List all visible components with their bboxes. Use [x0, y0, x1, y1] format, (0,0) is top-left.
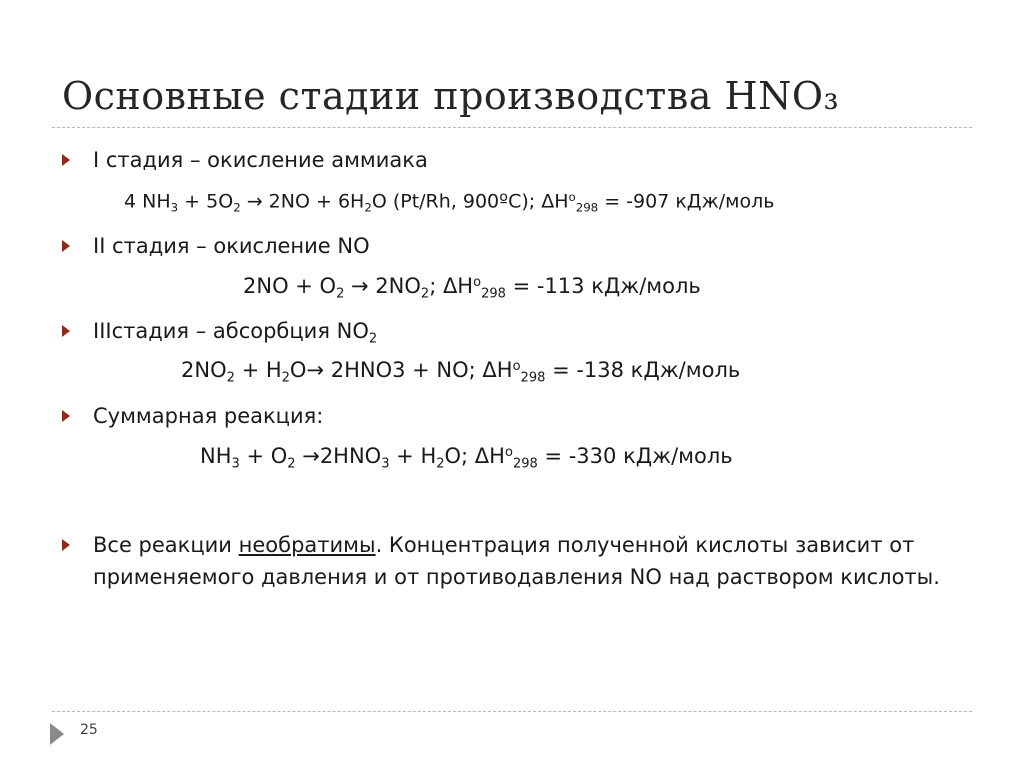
equation-summary: $NH_3 + O_2 \to 2HNO_3 + H_2O$; $\Delta H^o_{298} = -330$ кДж/моль [200, 444, 733, 472]
footer-divider [52, 711, 972, 712]
bullet-stage-2: II стадия – окисление NO [93, 234, 370, 258]
triangle-bullet-icon [62, 325, 70, 337]
bullet-stage-1: I стадия – окисление аммиака [93, 148, 428, 172]
triangle-bullet-icon [62, 410, 70, 422]
bullet-conclusion: Все реакции необратимы. Концентрация полученной кислоты зависит от применяемого давления и от противодавления NO над раствором кислоты. [93, 533, 940, 589]
bullet-stage-3: IIIстадия – абсорбция $NO_2$ [93, 319, 378, 347]
page-number: 25 [80, 722, 98, 738]
triangle-bullet-icon [62, 240, 70, 252]
equation-stage-1: 4 $NH_3 + 5O_2 \to 2NO + 6H_2O$ (Pt/Rh, 900ºC); $\Delta H^o_{298} = -907$ кДж/моль [124, 190, 775, 215]
footer-triangle-icon [50, 723, 64, 745]
title-divider [52, 127, 972, 128]
bullet-summary: Суммарная реакция: [93, 404, 324, 428]
triangle-bullet-icon [62, 154, 70, 166]
equation-stage-2: $2NO + O_2 \to 2NO_2$; $\Delta H^o_{298} = -113$ кДж/моль [243, 274, 701, 302]
underlined-term: необратимы [238, 533, 376, 557]
equation-stage-3: $2NO_2 + H_2O\to 2HNO3$ + NO; $\Delta H^o_{298} = -138$ кДж/моль [181, 358, 741, 386]
page-title: Основные стадии производства HNO₃ [62, 74, 840, 118]
triangle-bullet-icon [62, 539, 70, 551]
